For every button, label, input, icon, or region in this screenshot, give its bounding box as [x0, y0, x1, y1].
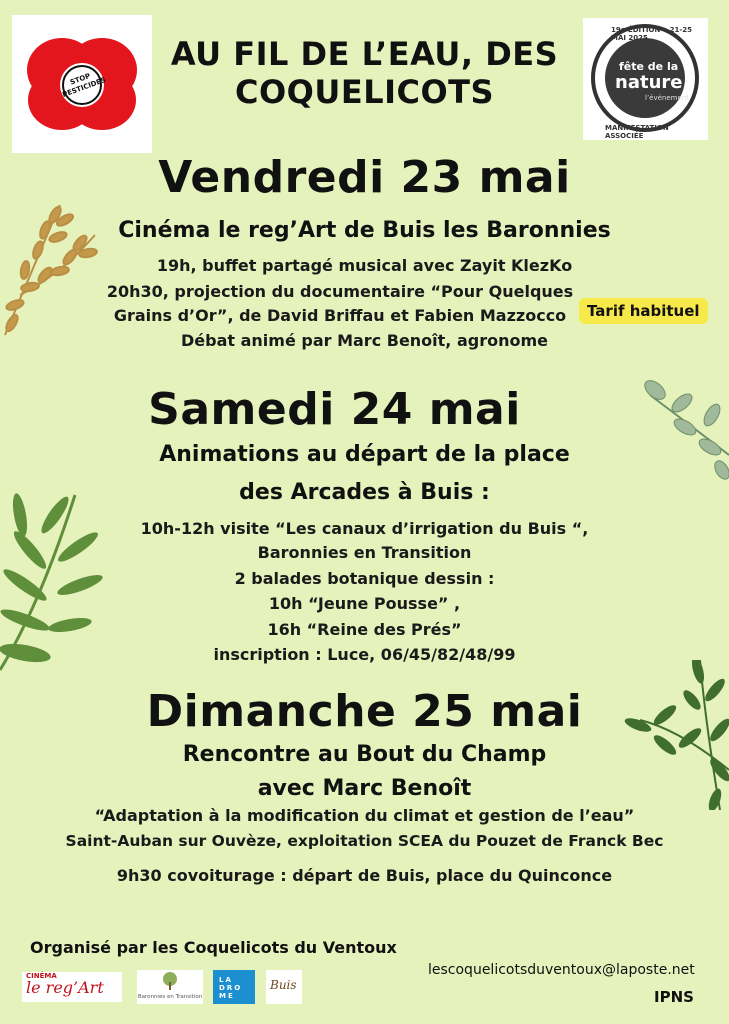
- saturday-heading: Samedi 24 mai: [148, 384, 521, 435]
- tree-icon: [137, 970, 203, 990]
- saturday-line-3: 2 balades botanique dessin :: [234, 569, 495, 588]
- cinema-name-label: le reg’Art: [26, 978, 104, 997]
- saturday-place-line2: des Arcades à Buis :: [239, 480, 490, 505]
- friday-heading: Vendredi 23 mai: [158, 152, 571, 203]
- contact-email[interactable]: lescoquelicotsduventoux@laposte.net: [428, 962, 695, 978]
- cinema-small-label: CINÉMA: [26, 972, 57, 980]
- ipns-label: IPNS: [654, 988, 694, 1006]
- stop-pesticides-text: STOP PESTICIDES: [61, 71, 108, 100]
- friday-line-3: Grains d’Or”, de David Briffau et Fabien Mazzocco: [113, 306, 567, 325]
- fete-edition-text: 19e ÉDITION • 21-25 MAI 2025: [611, 26, 693, 42]
- saturday-place-line1: Animations au départ de la place: [159, 442, 570, 467]
- nature-label: nature: [615, 72, 683, 93]
- friday-place: Cinéma le reg’Art de Buis les Baronnies: [118, 218, 611, 243]
- baronnies-transition-logo: [137, 970, 203, 1004]
- manifestation-label: MANIFESTATION ASSOCIÉE: [605, 124, 669, 140]
- saturday-line-5: 16h “Reine des Prés”: [267, 620, 462, 639]
- friday-line-1: 19h, buffet partagé musical avec Zayit KlezKo: [156, 256, 573, 275]
- sunday-event-line1: Rencontre au Bout du Champ: [182, 742, 547, 767]
- saturday-line-1: 10h-12h visite “Les canaux d’irrigation du Buis “,: [140, 519, 589, 538]
- friday-line-4: Débat animé par Marc Benoît, agronome: [181, 331, 548, 350]
- poster-title-line1: AU FIL DE L’EAU, DES: [170, 35, 559, 73]
- saturday-line-2: Baronnies en Transition: [257, 543, 472, 562]
- evenement-label: l’événement: [645, 94, 689, 102]
- buis-label: Buis: [270, 978, 297, 992]
- organizer-text: Organisé par les Coquelicots du Ventoux: [30, 938, 397, 957]
- saturday-line-6: inscription : Luce, 06/45/82/48/99: [213, 645, 516, 664]
- tarif-badge: Tarif habituel: [579, 298, 708, 324]
- sunday-line-2: Saint-Auban sur Ouvèze, exploitation SCEA du Pouzet de Franck Bec: [65, 832, 664, 850]
- drome-label: LA DRO ME: [219, 976, 243, 1000]
- fete-label: fête de la: [619, 60, 679, 73]
- poster-title-line2: COQUELICOTS: [234, 73, 495, 111]
- cinema-reg-art-logo: [22, 972, 122, 1002]
- la-drome-logo: [213, 970, 255, 1004]
- buis-logo: [266, 970, 302, 1004]
- saturday-line-4: 10h “Jeune Pousse” ,: [268, 594, 461, 613]
- sunday-event-line2: avec Marc Benoît: [257, 776, 472, 801]
- friday-line-2: 20h30, projection du documentaire “Pour Quelques: [106, 282, 574, 301]
- baronnies-label: Baronnies en Transition: [137, 994, 203, 1000]
- sunday-line-3: 9h30 covoiturage : départ de Buis, place du Quinconce: [116, 866, 613, 885]
- sunday-heading: Dimanche 25 mai: [146, 686, 583, 737]
- sunday-line-1: “Adaptation à la modification du climat et gestion de l’eau”: [94, 806, 635, 825]
